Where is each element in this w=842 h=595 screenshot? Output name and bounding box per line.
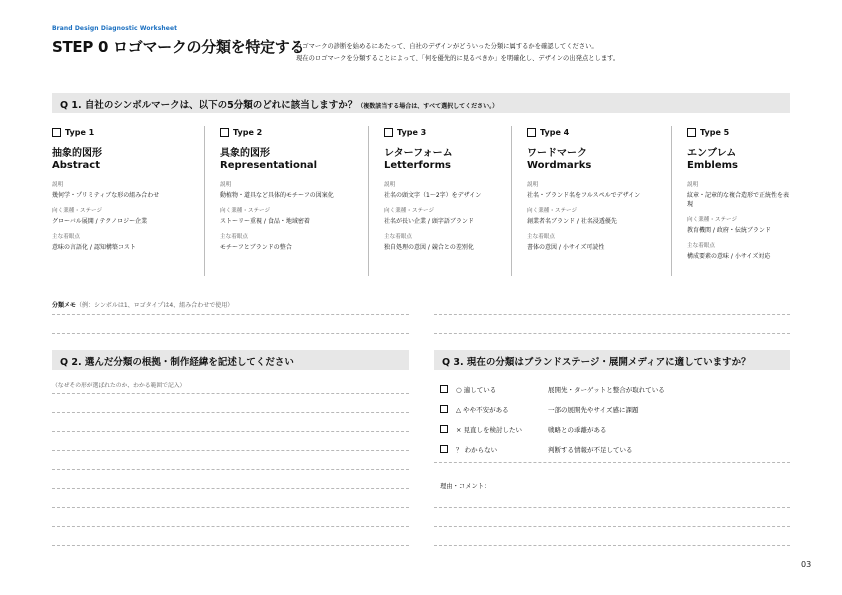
q3-option-reconsider[interactable] bbox=[440, 419, 665, 439]
q3-option-3-desc: 戦略との乖離がある bbox=[548, 425, 607, 434]
description-label: 説明 bbox=[527, 182, 539, 188]
answer-line[interactable] bbox=[52, 412, 409, 413]
focus-label: 主な着眼点 bbox=[52, 234, 80, 240]
focus-label: 主な着眼点 bbox=[687, 243, 715, 249]
answer-line[interactable] bbox=[52, 545, 409, 546]
divider-line bbox=[434, 462, 790, 463]
answer-line[interactable] bbox=[434, 545, 790, 546]
type-1-jp-name: 抽象的図形 bbox=[52, 148, 102, 159]
memo-label bbox=[52, 300, 233, 309]
type-options bbox=[52, 126, 790, 276]
q3-option-somewhat-uneasy[interactable] bbox=[440, 399, 665, 419]
q3-option-unknown[interactable] bbox=[440, 439, 665, 459]
type-1-suited: グローバル展開 / テクノロジー企業 bbox=[52, 218, 148, 225]
q3-question: Q 3. 現在の分類はブランドステージ・展開メディアに適していますか？ bbox=[442, 357, 751, 368]
memo-line[interactable] bbox=[52, 314, 409, 315]
column-divider bbox=[204, 126, 205, 276]
type-1-focus: 意味の言語化 / 認知構築コスト bbox=[52, 244, 136, 251]
column-divider bbox=[368, 126, 369, 276]
type-3-suited: 社名が長い企業 / 頭字語ブランド bbox=[384, 218, 474, 225]
description-label: 説明 bbox=[220, 182, 232, 188]
description-label: 説明 bbox=[384, 182, 396, 188]
answer-line[interactable] bbox=[52, 488, 409, 489]
type-4-focus: 書体の意図 / 小サイズ可読性 bbox=[527, 244, 605, 251]
answer-line[interactable] bbox=[52, 393, 409, 394]
memo-line[interactable] bbox=[434, 314, 790, 315]
q2-question: Q 2. 選んだ分類の根拠・制作経緯を記述してください bbox=[60, 357, 294, 368]
type-2-en-name: Representational bbox=[220, 160, 318, 171]
type-5-checkbox[interactable] bbox=[687, 128, 696, 137]
memo-hint: （例：シンボルは1、ロゴタイプは4、組み合わせで使用） bbox=[76, 302, 234, 309]
type-1-label: Type 1 bbox=[65, 127, 95, 137]
type-3-jp-name: レターフォーム bbox=[384, 148, 453, 159]
q1-question: Q 1. 自社のシンボルマークは、以下の5分類のどれに該当しますか？ bbox=[60, 100, 358, 111]
answer-line[interactable] bbox=[52, 507, 409, 508]
type-4-label: Type 4 bbox=[540, 127, 570, 137]
q3-option-3-label: × 見直しを検討したい bbox=[456, 425, 523, 434]
answer-line[interactable] bbox=[52, 431, 409, 432]
focus-label: 主な着眼点 bbox=[527, 234, 555, 240]
intro-line-1: ロゴマークの診断を始めるにあたって、自社のデザインがどういった分類に属するかを確認してください。 bbox=[296, 43, 598, 50]
worksheet-eyebrow: Brand Design Diagnostic Worksheet bbox=[52, 25, 178, 32]
answer-line[interactable] bbox=[434, 526, 790, 527]
page-number: 03 bbox=[801, 560, 812, 569]
type-column-5 bbox=[671, 126, 790, 276]
q1-header bbox=[52, 93, 790, 113]
q3-header bbox=[434, 350, 790, 370]
memo-title: 分類メモ bbox=[52, 302, 77, 309]
q3-option-1-label: ○ 適している bbox=[456, 385, 497, 394]
type-3-checkbox[interactable] bbox=[384, 128, 393, 137]
suited-label: 向く業種・ステージ bbox=[220, 208, 271, 214]
column-divider bbox=[511, 126, 512, 276]
suited-label: 向く業種・ステージ bbox=[384, 208, 435, 214]
type-3-en-name: Letterforms bbox=[384, 160, 451, 171]
q3-option-1-desc: 展開先・ターゲットと整合が取れている bbox=[548, 385, 665, 394]
type-2-suited: ストーリー重視 / 食品・地域密着 bbox=[220, 218, 310, 225]
type-2-jp-name: 具象的図形 bbox=[220, 148, 270, 159]
type-2-description: 動植物・道具など具体的モチーフの図案化 bbox=[220, 192, 334, 199]
type-column-1 bbox=[52, 126, 204, 276]
type-5-label: Type 5 bbox=[700, 127, 730, 137]
type-3-description: 社名の頭文字（1〜2字）をデザイン bbox=[384, 192, 482, 199]
type-5-en-name: Emblems bbox=[687, 160, 738, 171]
type-2-label: Type 2 bbox=[233, 127, 263, 137]
q3-option-4-checkbox[interactable] bbox=[440, 445, 448, 453]
q3-option-suitable[interactable] bbox=[440, 379, 665, 399]
q3-option-2-desc: 一部の展開先やサイズ感に課題 bbox=[548, 405, 639, 414]
type-1-en-name: Abstract bbox=[52, 160, 101, 171]
type-column-2 bbox=[204, 126, 368, 276]
suited-label: 向く業種・ステージ bbox=[52, 208, 103, 214]
type-4-jp-name: ワードマーク bbox=[527, 148, 587, 159]
answer-line[interactable] bbox=[52, 450, 409, 451]
answer-line[interactable] bbox=[52, 526, 409, 527]
type-4-en-name: Wordmarks bbox=[527, 160, 592, 171]
suited-label: 向く業種・ステージ bbox=[527, 208, 578, 214]
q3-option-1-checkbox[interactable] bbox=[440, 385, 448, 393]
q3-option-4-desc: 判断する情報が不足している bbox=[548, 445, 633, 454]
intro-line-2: 現在のロゴマークを分類することによって、「何を優先的に見るべきか」を明確化し、デザインの出発点とします。 bbox=[296, 55, 620, 62]
intro-text bbox=[296, 41, 619, 65]
suited-label: 向く業種・ステージ bbox=[687, 217, 738, 223]
type-5-focus: 構成要素の意味 / 小サイズ対応 bbox=[687, 253, 771, 260]
reason-label: 理由・コメント： bbox=[440, 483, 491, 490]
answer-line[interactable] bbox=[52, 469, 409, 470]
page-title: STEP 0 ロゴマークの分類を特定する bbox=[52, 38, 305, 56]
focus-label: 主な着眼点 bbox=[384, 234, 412, 240]
memo-line[interactable] bbox=[434, 333, 790, 334]
column-divider bbox=[671, 126, 672, 276]
type-1-description: 幾何学・プリミティブな形の組み合わせ bbox=[52, 192, 160, 199]
q2-note: （なぜその形が選ばれたのか、わかる範囲で記入） bbox=[52, 383, 186, 389]
description-label: 説明 bbox=[52, 182, 64, 188]
type-5-jp-name: エンブレム bbox=[687, 148, 737, 159]
answer-line[interactable] bbox=[434, 507, 790, 508]
focus-label: 主な着眼点 bbox=[220, 234, 248, 240]
q3-options bbox=[440, 379, 665, 459]
q2-header bbox=[52, 350, 409, 370]
q3-option-2-label: △ やや不安がある bbox=[456, 405, 509, 414]
type-column-3 bbox=[368, 126, 511, 276]
q1-note: （複数該当する場合は、すべて選択してください。） bbox=[357, 103, 499, 110]
description-label: 説明 bbox=[687, 182, 699, 188]
q3-option-4-label: ？ わからない bbox=[456, 445, 498, 454]
type-4-checkbox[interactable] bbox=[527, 128, 536, 137]
type-5-description: 紋章・記章的な複合造形で正統性を表現 bbox=[687, 192, 790, 208]
type-2-checkbox[interactable] bbox=[220, 128, 229, 137]
type-column-4 bbox=[511, 126, 671, 276]
q3-option-3-checkbox[interactable] bbox=[440, 425, 448, 433]
type-3-focus: 独自処理の意図 / 競合との差別化 bbox=[384, 244, 474, 251]
type-3-label: Type 3 bbox=[397, 127, 427, 137]
type-1-checkbox[interactable] bbox=[52, 128, 61, 137]
type-4-description: 社名・ブランド名をフルスペルでデザイン bbox=[527, 192, 641, 199]
type-2-focus: モチーフとブランドの整合 bbox=[220, 244, 292, 251]
q3-option-2-checkbox[interactable] bbox=[440, 405, 448, 413]
type-4-suited: 創業者名ブランド / 社名浸透優先 bbox=[527, 218, 617, 225]
type-5-suited: 教育機関 / 政府・伝統ブランド bbox=[687, 227, 771, 234]
memo-line[interactable] bbox=[52, 333, 409, 334]
